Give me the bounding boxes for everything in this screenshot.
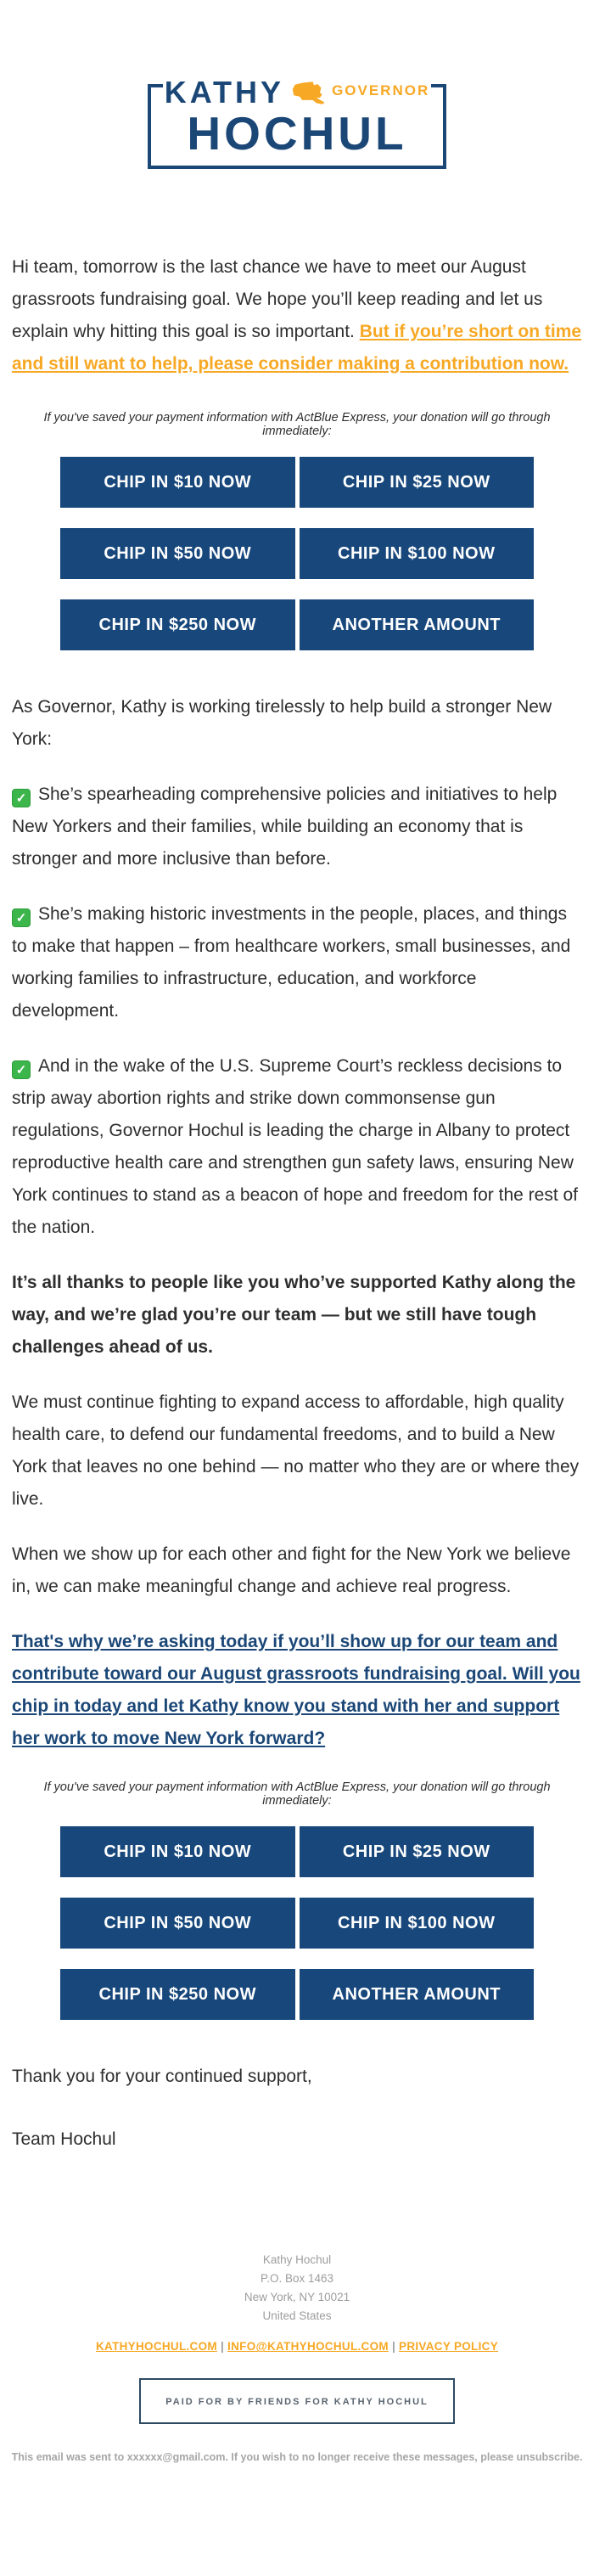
check-icon: ✓ — [12, 1060, 31, 1079]
fighting-paragraph: We must continue fighting to expand access to affordable, high quality health care, to defend our fundamental freedoms, and to build a New York that leaves no one behind — no matter who they are or where they live. — [12, 1392, 580, 1509]
bullet-text: She’s making historic investments in the people, places, and things to make that happen – from healthcare workers, small businesses, and working families to infrastructure, education, and workforce development. — [12, 904, 571, 1021]
privacy-policy-link[interactable]: PRIVACY POLICY — [399, 2340, 499, 2354]
mailing-address — [0, 2251, 594, 2325]
chip-in-button[interactable]: CHIP IN $250 NOW — [60, 599, 295, 650]
email-notice-period: . — [579, 2451, 583, 2464]
thanks-bold-paragraph: It’s all thanks to people like you who’ve supported Kathy along the way, and we’re glad you’re our team — but we still have tough challenges ahead of us. — [12, 1273, 576, 1357]
campaign-logo — [148, 72, 447, 169]
email-notice-text: This email was sent to xxxxxx@gmail.com. If you wish to no longer receive these messages, please — [11, 2451, 517, 2464]
link-separator: | — [220, 2340, 225, 2354]
address-line: P.O. Box 1463 — [260, 2271, 334, 2285]
accomplishment-bullets — [12, 779, 582, 1244]
actblue-express-note: If you've saved your payment information with ActBlue Express, your donation will go through immediately: — [43, 1780, 551, 1808]
email-header — [0, 0, 594, 169]
email-footer — [0, 2251, 594, 2463]
donation-block-2 — [12, 1780, 582, 2020]
check-icon: ✓ — [12, 908, 31, 927]
bullet-item — [12, 779, 582, 875]
show-up-paragraph: When we show up for each other and fight for the New York we believe in, we can make meaningful change and achieve real progress. — [12, 1544, 571, 1596]
chip-in-button[interactable]: ANOTHER AMOUNT — [300, 599, 535, 650]
paid-for-disclaimer-box — [139, 2378, 455, 2424]
chip-in-button[interactable]: ANOTHER AMOUNT — [300, 1969, 535, 2020]
chip-in-button[interactable]: CHIP IN $10 NOW — [60, 1826, 295, 1877]
actblue-express-note: If you've saved your payment information with ActBlue Express, your donation will go through immediately: — [43, 411, 551, 438]
bullet-item — [12, 898, 582, 1027]
logo-title: GOVERNOR — [332, 82, 430, 98]
website-link[interactable]: KATHYHOCHUL.COM — [95, 2340, 217, 2354]
chip-in-today-link[interactable]: That's why we’re asking today if you’ll show up for our team and contribute toward our August grassroots fundraising goal. Will you chip in today and let Kathy know you stand with her and support her work to move New York forward? — [12, 1632, 580, 1748]
bullet-text: And in the wake of the U.S. Supreme Court’s reckless decisions to strip away abortion rights and strike down commonsense gun regulations, Governor Hochul is leading the charge in Albany to protect reproductive health care and strengthen gun safety laws, ensuring New York continues to stand as a beacon of hope and freedom for the rest of the nation. — [12, 1056, 578, 1237]
footer-links — [0, 2340, 594, 2353]
contribution-now-link[interactable]: But if you’re short on time and still want to help, please consider making a contribution now. — [12, 322, 582, 374]
email-contact-link[interactable]: INFO@KATHYHOCHUL.COM — [227, 2340, 389, 2354]
email-main-content — [0, 251, 594, 2156]
chip-in-button[interactable]: CHIP IN $25 NOW — [300, 1826, 535, 1877]
donate-button-grid — [12, 1826, 582, 2020]
unsubscribe-link[interactable]: unsubscribe — [516, 2451, 580, 2464]
address-line: Kathy Hochul — [262, 2253, 332, 2266]
link-separator: | — [391, 2340, 396, 2354]
chip-in-button[interactable]: CHIP IN $100 NOW — [300, 1898, 535, 1949]
bullet-text: She’s spearheading comprehensive policies and initiatives to help New Yorkers and their families, while building an economy that is stronger and more inclusive than before. — [12, 785, 558, 869]
donation-block-1 — [12, 411, 582, 650]
chip-in-button[interactable]: CHIP IN $250 NOW — [60, 1969, 295, 2020]
governor-intro-line: As Governor, Kathy is working tirelessly to help build a stronger New York: — [12, 697, 552, 749]
closing-signature: Team Hochul — [12, 2129, 116, 2149]
check-icon: ✓ — [12, 789, 31, 807]
closing-thanks: Thank you for your continued support, — [12, 2067, 312, 2086]
chip-in-button[interactable]: CHIP IN $50 NOW — [60, 1898, 295, 1949]
chip-in-button[interactable]: CHIP IN $50 NOW — [60, 528, 295, 579]
cta-paragraph — [12, 1626, 582, 1755]
new-york-state-icon — [290, 80, 326, 106]
bullet-item — [12, 1050, 582, 1244]
unsubscribe-notice — [0, 2451, 594, 2463]
donate-button-grid — [12, 457, 582, 650]
address-line: United States — [262, 2309, 332, 2322]
logo-last-name: HOCHUL — [187, 107, 407, 160]
chip-in-button[interactable]: CHIP IN $100 NOW — [300, 528, 535, 579]
logo-top-row — [165, 77, 430, 108]
chip-in-button[interactable]: CHIP IN $10 NOW — [60, 457, 295, 508]
logo-first-name: KATHY — [164, 75, 285, 110]
intro-paragraph — [12, 251, 582, 380]
address-line: New York, NY 10021 — [244, 2290, 350, 2303]
chip-in-button[interactable]: CHIP IN $25 NOW — [300, 457, 535, 508]
intro-text: Hi team, tomorrow is the last chance we have to meet our August grassroots fundraising goal. We hope you’ll keep reading and let us explain why hitting this goal is so important. — [12, 257, 543, 341]
paid-for-text: PAID FOR BY FRIENDS FOR KATHY HOCHUL — [165, 2397, 429, 2408]
